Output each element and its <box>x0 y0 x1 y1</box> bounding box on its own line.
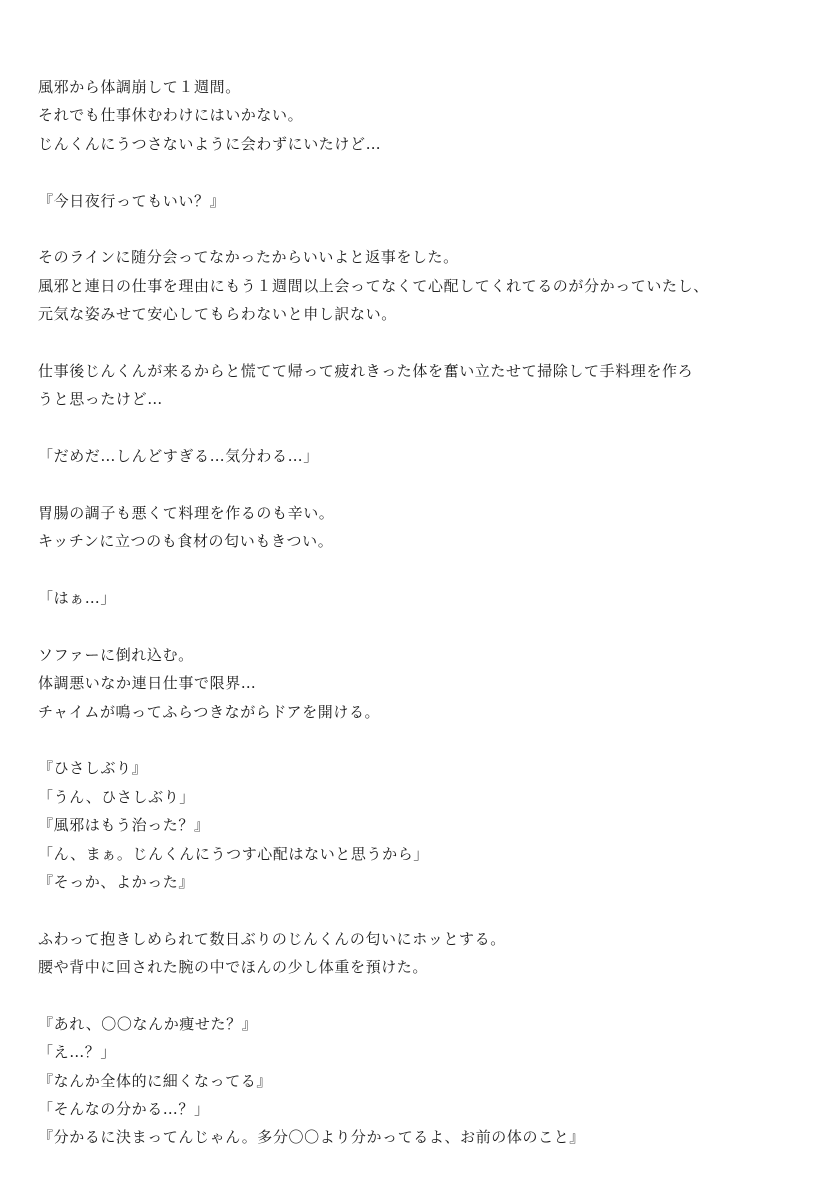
text-line: 『あれ、〇〇なんか痩せた？』 <box>38 1014 258 1033</box>
text-line: うと思ったけど… <box>38 390 163 409</box>
text-line: 腰や背中に回された腕の中でほんの少し体重を預けた。 <box>38 958 429 977</box>
text-line: そのラインに随分会ってなかったからいいよと返事をした。 <box>38 248 459 267</box>
blank-line <box>38 215 778 243</box>
text-line: じんくんにうつさないように会わずにいたけど… <box>38 134 382 153</box>
text-line: それでも仕事休むわけにはいかない。 <box>38 106 304 125</box>
blank-line <box>38 414 778 442</box>
blank-line <box>38 612 778 640</box>
text-line: 「うん、ひさしぶり」 <box>38 787 195 806</box>
text-line: 体調悪いなか連日仕事で限界… <box>38 674 257 693</box>
text-line: 風邪から体調崩して１週間。 <box>38 78 241 96</box>
text-line: ソファーに倒れ込む。 <box>38 645 194 664</box>
text-line: ふわって抱きしめられて数日ぶりのじんくんの匂いにホッとする。 <box>38 929 506 948</box>
blank-line <box>38 982 778 1010</box>
text-line: 『分かるに決まってんじゃん。多分〇〇より分かってるよ、お前の体のこと』 <box>38 1128 585 1147</box>
text-line: 仕事後じんくんが来るからと慌てて帰って疲れきった体を奮い立たせて掃除して手料理を作ろ <box>38 361 694 380</box>
blank-line <box>38 726 778 754</box>
text-line: キッチンに立つのも食材の匂いもきつい。 <box>38 532 334 551</box>
blank-line <box>38 470 778 498</box>
blank-line <box>38 556 778 584</box>
text-line: 『ひさしぶり』 <box>38 759 148 778</box>
text-line: 『そっか、よかった』 <box>38 872 195 891</box>
text-line: 風邪と連日の仕事を理由にもう１週間以上会ってなくて心配してくれてるのが分かっていたし、 <box>38 276 709 295</box>
text-line: 『なんか全体的に細くなってる』 <box>38 1071 273 1090</box>
text-line: 「ん、まぁ。じんくんにうつす心配はないと思うから」 <box>38 844 429 863</box>
text-line: 胃腸の調子も悪くて料理を作るのも辛い。 <box>38 503 335 522</box>
text-line: 「はぁ…」 <box>38 589 117 608</box>
blank-line <box>38 896 778 924</box>
text-line: チャイムが鳴ってふらつきながらドアを開ける。 <box>38 702 381 721</box>
text-line: 『今日夜行ってもいい？』 <box>38 191 226 210</box>
story-text <box>38 73 778 1152</box>
text-line: 「え…？」 <box>38 1043 117 1062</box>
text-line: 「そんなの分かる…？」 <box>38 1100 210 1119</box>
text-line: 『風邪はもう治った？』 <box>38 816 210 835</box>
blank-line <box>38 329 778 357</box>
text-line: 元気な姿みせて安心してもらわないと申し訳ない。 <box>38 305 397 324</box>
text-line: 「だめだ…しんどすぎる…気分わる…」 <box>38 447 319 466</box>
blank-line <box>38 158 778 186</box>
